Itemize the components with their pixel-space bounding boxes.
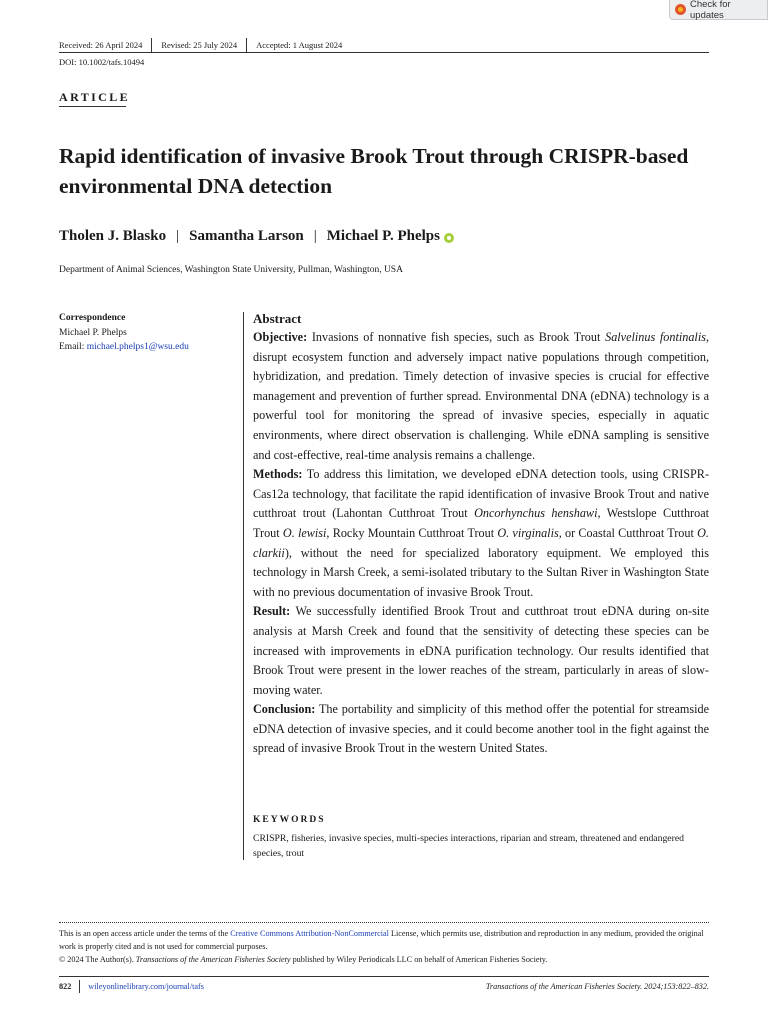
methods-text: , Westslope Cutthroat Trout — [253, 506, 709, 540]
abstract-divider — [243, 312, 244, 860]
doi[interactable]: DOI: 10.1002/tafs.10494 — [59, 57, 145, 67]
conclusion-label: Conclusion: — [253, 702, 316, 717]
article-type-label: ARTICLE — [59, 90, 131, 104]
license-text — [59, 927, 709, 953]
methods-text: , or Coastal Cutthroat Trout — [558, 525, 698, 540]
abstract — [253, 310, 709, 759]
objective-text: , disrupt ecosystem function and adversely impact native populations through competition, hybridization, and predation. Timely detection of invasive species is crucial for effective management and prevention of further spread. Environmental DNA (eDNA) technology is a powerful tool for monitoring the spread of invasive species, especially in aquatic environments, where direct observation is challenging. While eDNA sampling is sensitive and cost-effective, real-time analysis remains a challenge. — [253, 330, 709, 462]
check-for-updates-label: Check for updates — [690, 0, 731, 21]
methods-label: Methods: — [253, 467, 303, 482]
article-type-rule — [59, 106, 126, 107]
article-dates — [59, 38, 342, 52]
crossmark-icon — [675, 4, 686, 15]
author-list — [59, 228, 454, 245]
footnote-divider — [59, 922, 709, 923]
result-label: Result: — [253, 604, 291, 619]
author-separator: | — [313, 228, 317, 244]
license-footnote — [59, 927, 709, 966]
date-separator — [246, 38, 247, 52]
correspondence-name: Michael P. Phelps — [59, 327, 127, 338]
abstract-methods — [253, 465, 709, 602]
journal-name: Transactions of the American Fisheries Society — [135, 955, 291, 964]
abstract-heading: Abstract — [253, 311, 302, 326]
journal-reference: Transactions of the American Fisheries Society. 2024;153:822–832. — [485, 982, 709, 991]
affiliation: Department of Animal Sciences, Washington State University, Pullman, Washington, USA — [59, 265, 403, 275]
license-text-post: License, which permits use, distribution and reproduction in any medium, provided the original work is properly cited and is not used for commercial purposes. — [59, 929, 704, 951]
species-name: O. lewisi — [282, 525, 327, 540]
copyright-post: published by Wiley Periodicals LLC on behalf of American Fisheries Society. — [290, 955, 548, 964]
email-label: Email: — [59, 342, 87, 352]
paper-title: Rapid identification of invasive Brook Trout through CRISPR-based environmental DNA detection — [59, 144, 689, 198]
footer-rule — [59, 976, 709, 977]
correspondence-block — [59, 311, 189, 355]
result-text: We successfully identified Brook Trout and cutthroat trout eDNA during on-site analysis at Marsh Creek and found that the sensitivity of detecting these species can be increased with improvements in eDNA purification technology. Our results identified that Brook Trout were present in the lower reaches of the stream, particularly in areas of slow-moving water. — [253, 604, 709, 697]
footer-separator — [79, 980, 80, 993]
species-name: Salvelinus fontinalis — [605, 330, 706, 344]
species-name: O. clarkii — [253, 525, 709, 560]
accepted-date: Accepted: 1 August 2024 — [256, 40, 343, 50]
copyright-line — [59, 953, 709, 966]
header-rule — [59, 52, 709, 53]
objective-text: Invasions of nonnative fish species, such as Brook Trout — [307, 330, 606, 344]
species-name: O. virginalis — [497, 525, 559, 540]
keywords-heading: KEYWORDS — [253, 815, 326, 825]
abstract-conclusion — [253, 700, 709, 759]
author-separator: | — [176, 228, 180, 244]
abstract-result — [253, 602, 709, 700]
correspondence-heading: Correspondence — [59, 313, 126, 323]
objective-label: Objective: — [253, 330, 308, 344]
check-for-updates-button[interactable] — [669, 0, 768, 20]
email-link[interactable]: michael.phelps1@wsu.edu — [86, 342, 189, 352]
license-link[interactable]: Creative Commons Attribution-NonCommercial — [230, 929, 389, 938]
page-number: 822 — [59, 982, 72, 991]
author-name[interactable]: Samantha Larson — [189, 228, 304, 244]
page-footer — [59, 980, 709, 993]
methods-text: To address this limitation, we developed eDNA detection tools, using CRISPR-Cas12a technology, that facilitate the rapid identification of invasive Brook Trout and native cutthroat trout (Lahontan Cutthroat Trout — [253, 467, 709, 521]
copyright-pre: © 2024 The Author(s). — [59, 955, 136, 964]
conclusion-text: The portability and simplicity of this method offer the potential for streamside eDNA detection of invasive species, and it could become another tool in the fight against the spread of invasive Brook Trout in the western United States. — [253, 702, 709, 756]
species-name: Oncorhynchus henshawi — [474, 506, 598, 521]
revised-date: Revised: 25 July 2024 — [161, 40, 238, 50]
abstract-objective — [253, 328, 709, 465]
methods-text: ), without the need for specialized laboratory equipment. We employed this technology in Marsh Creek, a semi-isolated tributary to the Sultan River in Washington State with no previous documentation of invasive Brook Trout. — [253, 545, 709, 599]
correspondence-email-line — [59, 340, 189, 355]
orcid-icon[interactable] — [444, 233, 454, 243]
author-name[interactable]: Tholen J. Blasko — [59, 228, 167, 244]
date-separator — [151, 38, 152, 52]
methods-text: , Rocky Mountain Cutthroat Trout — [326, 525, 498, 540]
keywords-list: CRISPR, fisheries, invasive species, multi-species interactions, riparian and stream, threatened and endangered species, trout — [253, 833, 684, 859]
license-text-pre: This is an open access article under the terms of the — [59, 929, 231, 938]
author-name[interactable]: Michael P. Phelps — [326, 228, 440, 244]
journal-url-link[interactable]: wileyonlinelibrary.com/journal/tafs — [88, 982, 204, 991]
received-date: Received: 26 April 2024 — [59, 40, 143, 50]
